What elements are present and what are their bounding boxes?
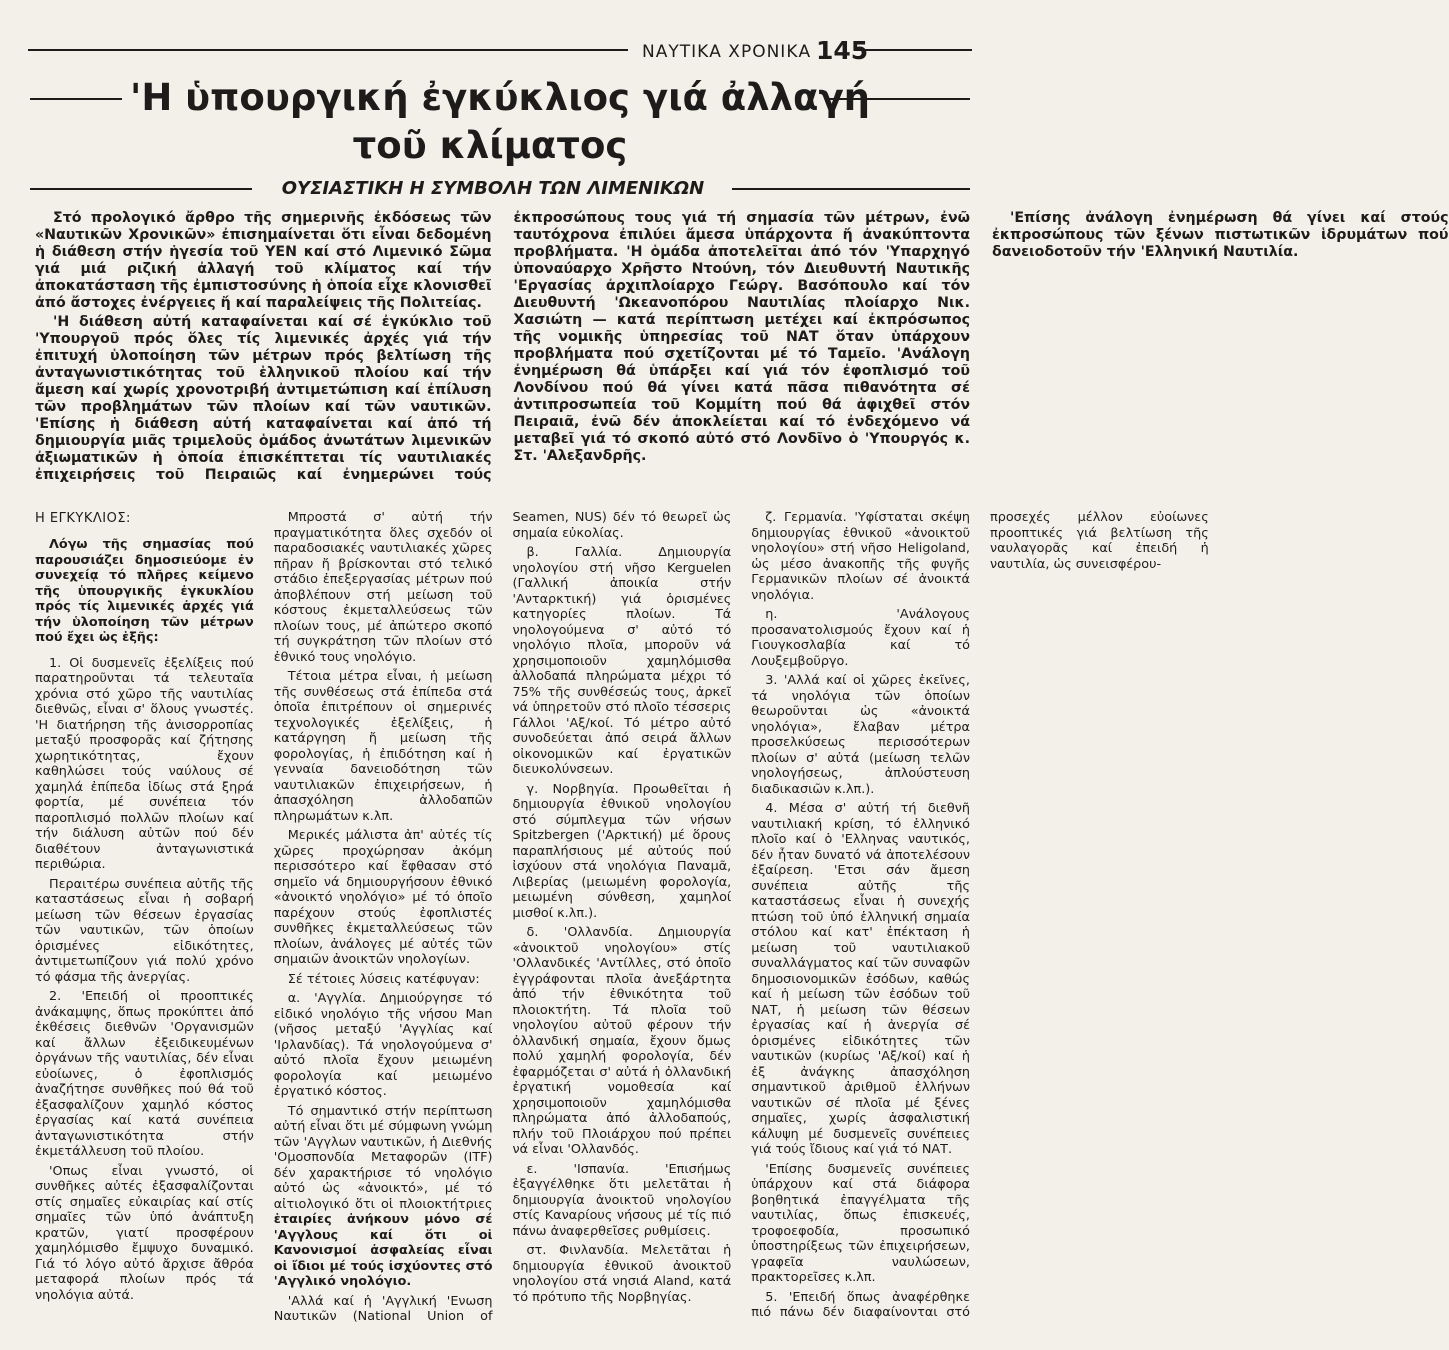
intro-paragraph: 'Επίσης ἀνάλογη ἐνημέρωση θά γίνει καί στούς ἐκπροσώπους τῶν ξένων πιστωτικῶν ἱδρυμάτων πού δανειοδοτοῦν τήν 'Ελληνική Ναυτιλία.	[992, 210, 1449, 260]
body-paragraph	[274, 669, 493, 824]
body-paragraph	[751, 1162, 970, 1286]
paragraph-text: δ. 'Ολλανδία. Δημιουργία «ἀνοικτοῦ νηολογίου» στίς 'Ολλανδικές 'Αντίλλες, στό ὁποῖο ἐγγράφονται πλοῖα ἀνεξάρτητα ἀπό τήν ἐθνικότητα τοῦ πλοιοκτήτη. Τά πλοῖα τοῦ νηολογίου αὐτοῦ φέρουν τήν ὀλλανδική σημαία, ἔχουν ὅμως πολύ χαμηλή φορολογία, δέν ἐφαρμόζεται σ' αὐτά ἡ ὀλλανδική ἐργατική νομοθεσία καί χρησιμοποιοῦν χαμηλόμισθα πληρώματα ἀπό ἀλλοδαπούς, πλήν τοῦ Πλοιάρχου πού πρέπει νά εἶναι 'Ολλανδός.	[512, 925, 732, 1157]
body-paragraph	[513, 925, 732, 1158]
subtitle-rule-left	[30, 188, 252, 190]
title-rule-left	[30, 98, 122, 100]
section-heading: Η ΕΓΚΥΚΛΙΟΣ:	[35, 511, 131, 526]
intro-paragraph: 'Η διάθεση αὐτή καταφαίνεται καί σέ ἐγκύκλιο τοῦ 'Υπουργοῦ πρός ὅλες τίς λιμενικές ἀρχές γιά τήν ἐπιτυχή ὑλοποίηση τῶν μέτρων πρός βελτίωση τῆς ἀνταγωνιστικότητας τοῦ ἑλληνικοῦ πλοίου καί τήν ἄμεση καί χωρίς χρονοτριβή ἀντιμετώπιση καί ἐπίλυση τῶν προβλημάτων τῶν πλοίων καί τῶν ναυτικῶν. 'Επίσης ἡ διάθεση αὐτή καταφαίνεται καί ἀπό τή δημιουργία μιᾶς τριμελοῦς ὁμάδος ἀνωτάτων λιμενικῶν ἀξιωματικῶν ἡ ὁποία ἐπισκέπτεται τίς ναυτιλιακές ἐπιχειρήσεις τοῦ Πειραιῶς καί ἐνημερώνει τούς ἐκπροσώπους τους γιά τή σημασία τῶν μέτρων, ἐνῶ ταυτόχρονα ἐπιλύει ἄμεσα ὑπάρχοντα ἤ ἀνακύπτοντα προβλήματα. 'Η ὁμάδα ἀποτελεῖται ἀπό τόν 'Υπαρχηγό ὑποναύαρχο Χρῆστο Ντούνη, τόν Διευθυντή Ναυτικῆς 'Εργασίας ἀρχιπλοίαρχο Γεώργ. Βασόπουλο καί τόν Διευθυντή 'Ωκεανοπόρου Ναυτιλίας πλοίαρχο Νικ. Χασιώτη — κατά περίπτωση μετέχει καί ἐκπρόσωπος τῆς νομικῆς ὑπηρεσίας τοῦ ΝΑΤ ὅταν ὑπάρχουν προβλήματα πού σχετίζονται μέ τό Ταμεῖο. 'Ανάλογη ἐνημέρωση θά ὑπάρξει καί γιά τόν ἐφοπλισμό τοῦ Λονδίνου πού θά γίνει κατά πᾶσα πιθανότητα σέ ἀντιπροσωπεία τοῦ Κομμίτη πού θά ἀφιχθεῖ στόν Πειραιᾶ, ἐνῶ δέν ἀποκλείεται καί τό ἐνδεχόμενο νά μεταβεῖ γιά τό σκοπό αὐτό στό Λονδῖνο ὁ 'Υπουργός κ. Στ. 'Αλεξανδρῆς.	[35, 210, 970, 483]
paragraph-text: 'Επίσης δυσμενεῖς συνέπειες ὑπάρχουν καί στά διάφορα βοηθητικά ἐπαγγέλματα τῆς ναυτιλίας, ὅπως ἐπισκευές, τροφοεφοδία, προσωπικό ὑποστηρίξεως τῶν ἐπιχειρήσεων, γραφεῖα ναυλώσεων, πρακτορεῖσες κ.λπ.	[751, 1161, 970, 1285]
paragraph-text: β. Γαλλία. Δημιουργία νηολογίου στή νῆσο Kerguelen (Γαλλική ἀποικία στήν 'Ανταρκτική) γιά ὁρισμένες κατηγορίες πλοίων. Τά νηολογούμενα σ' αὐτό τό νηολόγιο πλοῖα, μποροῦν νά χρησιμοποιοῦν χαμηλόμισθα ἀλλοδαπά πληρώματα μέχρι τό 75% τῆς συνθέσεώς τους, ἀρκεῖ νά ὑπηρετοῦν στό πλοῖο τέσσερις Γάλλοι 'Αξ/κοί. Τό μέτρο αὐτό συνοδεύεται ἀπό σειρά ἄλλων οἰκονομικῶν καί ἐργατικῶν διευκολύνσεων.	[512, 545, 732, 777]
paragraph-text: Σέ τέτοιες λύσεις κατέφυγαν:	[287, 971, 480, 987]
paragraph-text: 'Οπως εἶναι γνωστό, οἱ συνθῆκες αὐτές ἐξασφαλίζονται στίς σημαῖες εὐκαιρίας καί στίς σημαῖες τῶν ὑπό ἀνάπτυξη κρατῶν, γιατί προσφέρουν χαμηλόμισθο ἔμψυχο δυναμικό. Γιά τό λόγο αὐτό ἄρχισε ἄθρόα μεταφορά πλοίων πρός τά νηολόγια αὐτά.	[35, 1163, 254, 1303]
section-lead: Λόγω τῆς σημασίας πού παρουσιάζει δημοσιεύομε ἐν συνεχείᾳ τό πλῆρες κείμενο τῆς ὑπουργικῆς ἐγκυκλίου πρός τίς λιμενικές ἀρχές γιά τήν ὑλοποίηση τῶν μέτρων πού ἔχει ὡς ἑξῆς:	[35, 537, 254, 645]
body-paragraph	[274, 972, 493, 988]
body-paragraph	[274, 510, 493, 665]
magazine-name: ΝΑΥΤΙΚΑ ΧΡΟΝΙΚΑ	[642, 42, 812, 62]
paragraph-text: Μερικές μάλιστα ἀπ' αὐτές τίς χῶρες προχώρησαν ἀκόμη περισσότερο καί ἔφθασαν στό σημεῖο νά δημιουργήσουν ἐθνικό «ἀνοικτό νηολόγιο» μέ τό ὁποῖο παρέχουν στούς ἐφοπλιστές συνθῆκες ἐκμεταλλεύσεως τῶν πλοίων, ἀνάλογες μέ αὐτές τῶν σημαιῶν ἀνοικτῶν νηολογίων.	[273, 828, 493, 967]
masthead-rule-left	[28, 49, 628, 51]
subtitle-rule-right	[732, 188, 970, 190]
paragraph-text: η. 'Ανάλογους προσανατολισμούς ἔχουν καί ἡ Γιουγκοσλαβία καί τό Λουξεμβοῦργο.	[751, 607, 970, 669]
paragraph-text: ζ. Γερμανία. 'Υφίσταται σκέψη δημιουργίας ἐθνικοῦ «ἀνοικτοῦ νηολογίου» στή νῆσο Heligoland, ὡς μέσο ἀνακοπῆς τῆς φυγῆς Γερμανικῶν πλοίων σέ ἀνοικτά νηολόγια.	[751, 510, 970, 603]
paragraph-text: 4. Μέσα σ' αὐτή τή διεθνῆ ναυτιλιακή κρίση, τό ἑλληνικό πλοῖο καί ὁ 'Ελληνας ναυτικός, δέν ἦταν δυνατό νά ἀποτελέσουν ἐξαίρεση. 'Ετσι σάν ἄμεση συνέπεια αὐτῆς τῆς καταστάσεως εἶναι ἡ συνεχής πτώση τοῦ ὑπό ἑλληνική σημαία στόλου καί κατ' ἐπέκταση ἡ μείωση τοῦ ναυτιλιακοῦ συναλλάγματος καί τῶν συναφῶν δημοσιονομικῶν ἐσόδων, καθώς καί ἡ μείωση τῶν ἐσόδων τοῦ ΝΑΤ, ἡ μείωση τῶν θέσεων ἐργασίας καί ἡ ἀνεργία σέ ὁρισμένες εἰδικότητες τῶν ναυτικῶν (κυρίως 'Αξ/κοί) καί ἡ ἐξ ἀνάγκης ἀπασχόληση σημαντικοῦ ἀριθμοῦ ἑλλήνων ναυτικῶν σέ πλοῖα μέ ξένες σημαῖες, χωρίς ἀσφαλιστική κάλυψη μέ δυσμενεῖς συνέπειες γιά τούς ἴδιους καί γιά τό ΝΑΤ.	[751, 801, 970, 1157]
body-paragraph	[513, 782, 732, 922]
paragraph-text: 5. 'Επειδή ὅπως ἀναφέρθηκε πιό πάνω δέν διαφαίνονται στό προσεχές μέλλον εὐοίωνες προοπτικές γιά βελτίωση τῆς ναυλαγορᾶς καί ἐπειδή ἡ ναυτιλία, ὡς συνεισφέρου-	[751, 510, 1209, 1320]
title-rule-right	[825, 98, 970, 100]
paragraph-emphasis: ἑταιρίες ἀνήκουν μόνο σέ 'Αγγλους καί ὅτι οἱ Κανονισμοί ἀσφαλείας εἶναι οἱ ἴδιοι μέ τούς ἰσχύοντες στό 'Αγγλικό νηολόγιο.	[273, 1212, 493, 1289]
article-subtitle	[30, 178, 970, 200]
body-paragraph	[751, 510, 970, 603]
body-paragraph	[274, 828, 493, 968]
paragraph-text: γ. Νορβηγία. Προωθεῖται ἡ δημιουργία ἐθνικοῦ νηολογίου στό σύμπλεγμα τῶν νήσων Spitzbergen ('Αρκτική) μέ ὅρους παραπλήσιους μέ αὐτούς πού ἰσχύουν στά νηολόγια Παναμᾶ, Λιβερίας (μειωμένη φορολογία, μειωμένη σύνθεση, χαμηλοί μισθοί κ.λπ.).	[512, 781, 732, 921]
paragraph-text: 2. 'Επειδή οἱ προοπτικές ἀνάκαμψης, ὅπως προκύπτει ἀπό ἐκθέσεις διεθνῶν 'Οργανισμῶν καί ἄλλων ἐξειδικευμένων ὀργάνων τῆς ναυτιλίας, δέν εἶναι εὐοίωνες, ὁ ἐφοπλισμός ἀναζήτησε συνθῆκες πού θά τοῦ ἐξασφαλίζουν χαμηλό κόστος ἐργασίας καί κατά συνέπεια ἀνταγωνιστικότητα στήν ἐκμετάλλευση τοῦ πλοίου.	[35, 989, 254, 1159]
body-paragraph	[513, 545, 732, 778]
body-paragraph	[35, 656, 254, 873]
circular-body	[35, 510, 1209, 1330]
body-paragraph	[35, 1164, 254, 1304]
paragraph-text: α. 'Αγγλία. Δημιούργησε τό εἰδικό νηολόγιο τῆς νήσου Man (νῆσος μεταξύ 'Αγγλίας καί 'Ιρλανδίας). Τά νηολογούμενα σ' αὐτό πλοῖα ἔχουν μειωμένη φορολογία καί μειωμένο ἐργατικό κόστος.	[273, 991, 493, 1099]
body-paragraph	[513, 1243, 732, 1305]
body-paragraph	[751, 801, 970, 1158]
title-line-1: 'Η ὑπουργική ἐγκύκλιος γιά ἀλλαγή	[130, 76, 870, 119]
body-paragraph	[751, 607, 970, 669]
paragraph-text: Τέτοια μέτρα εἶναι, ἡ μείωση τῆς συνθέσεως στά ἐπίπεδα στά ὁποῖα ἐπιτρέπουν οἱ σημερινές τεχνολογικές ἐξελίξεις, ἡ κατάργηση ἤ μείωση τῆς φορολογίας, ἡ ἐπιδότηση καί ἡ γενναία δανειοδότηση τῶν ναυτιλιακῶν ἐπιχειρήσεων, ἡ ἀπασχόληση ἀλλοδαπῶν πληρωμάτων κ.λπ.	[273, 669, 493, 824]
body-paragraph	[35, 877, 254, 986]
intro-text	[35, 210, 1449, 495]
paragraph-text: Τό σημαντικό στήν περίπτωση αὐτή εἶναι ὅτι μέ σύμφωνη γνώμη τῶν 'Αγγλων ναυτικῶν, ἡ Διεθνής 'Ομοσπονδία Μεταφορῶν (ITF) δέν χαρακτήρισε τό νηολόγιο αὐτό ὡς «ἀνοικτό», μέ τό αἰτιολογικό ὅτι οἱ πλοιοκτήτριες	[273, 1103, 493, 1212]
body-paragraph	[35, 989, 254, 1160]
body-paragraph	[274, 1104, 493, 1290]
title-line-2: τοῦ κλίματος	[352, 124, 628, 167]
body-paragraph	[274, 991, 493, 1100]
body-paragraph	[513, 1162, 732, 1240]
paragraph-text: 3. 'Αλλά καί οἱ χῶρες ἐκεῖνες, τά νηολόγια τῶν ὁποίων θεωροῦνται ὡς «ἀνοικτά νηολόγια», ἔλαβαν μέτρα προσελκύσεως περισσότερων πλοίων σ' αὐτά (μείωση τελῶν νηολογήσεως, ἀπλούστευση διαδικασιῶν κ.λπ.).	[751, 673, 970, 797]
paragraph-text: ε. 'Ισπανία. 'Επισήμως ἐξαγγέλθηκε ὅτι μελετᾶται ἡ δημιουργία ἀνοικτοῦ νηολογίου στίς Καναρίους νήσους μέ τίς πιό πάνω ἀναφερθεῖσες ρυθμίσεις.	[512, 1161, 732, 1239]
paragraph-text: Μπροστά σ' αὐτή τήν πραγματικότητα ὅλες σχεδόν οἱ παραδοσιακές ναυτιλιακές χῶρες πῆραν ἤ βρίσκονται στό τελικό στάδιο ἐπεξεργασίας μέτρων πού ἀποβλέπουν στή μείωση τοῦ κόστους ἐκμεταλλεύσεως τῶν πλοίων τους, μέ ἀπώτερο σκοπό τή συγκράτηση τῶν πλοίων στό ἐθνικό τους νηολόγιο.	[273, 510, 493, 665]
paragraph-text: Περαιτέρω συνέπεια αὐτῆς τῆς καταστάσεως εἶναι ἡ σοβαρή μείωση τῶν θέσεων ἐργασίας τῶν ναυτικῶν, τῶν ὁποίων ὁρισμένες εἰδικότητες, ἀντιμετωπίζουν γιά πολύ χρόνο τό φάσμα τῆς ἀνεργίας.	[35, 876, 254, 985]
masthead-rule-right	[854, 49, 972, 51]
paragraph-text: στ. Φινλανδία. Μελετᾶται ἡ δημιουργία ἐθνικοῦ ἀνοικτοῦ νηολογίου στά νησιά Aland, κατά τό πρότυπο τῆς Νορβηγίας.	[512, 1243, 732, 1305]
article-title	[30, 76, 970, 176]
body-paragraph	[751, 673, 970, 797]
paragraph-text: 1. Οἱ δυσμενεῖς ἐξελίξεις πού παρατηροῦνται τά τελευταῖα χρόνια στό χῶρο τῆς ναυτιλίας διεθνῶς, εἶναι σ' ὅλους γνωστές. 'Η διατήρηση τῆς ἀνισορροπίας μεταξύ προσφορᾶς καί ζήτησης χωρητικότητας, ἔχουν καθηλώσει τούς ναύλους σέ χαμηλά ἐπίπεδα ἰδίως στά ξηρά φορτία, μέ συνέπεια τόν παροπλισμό πολλῶν πλοίων καί τήν διάλυση αὐτῶν πού δέν διαθέτουν ἀνταγωνιστικά περιθώρια.	[35, 655, 254, 872]
page-number: 145	[816, 36, 869, 65]
subtitle-text: ΟΥΣΙΑΣΤΙΚΗ Η ΣΥΜΒΟΛΗ ΤΩΝ ΛΙΜΕΝΙΚΩΝ	[281, 178, 705, 199]
paragraph-text: 'Αλλά καί ἡ 'Αγγλική 'Ενωση Ναυτικῶν (National Union of Seamen, NUS) δέν τό θεωρεῖ ὡς σημαία εὐκολίας.	[273, 510, 732, 1324]
intro-paragraph: Στό προλογικό ἄρθρο τῆς σημερινῆς ἐκδόσεως τῶν «Ναυτικῶν Χρονικῶν» ἐπισημαίνεται ὅτι εἶναι δεδομένη ἡ διάθεση στήν ἡγεσία τοῦ ΥΕΝ καί στό Λιμενικό Σῶμα γιά μιά ριζική ἀλλαγή τοῦ κλίματος καί τήν ἀποκατάσταση τῆς ἐμπιστοσύνης ἡ ὁποία εἶχε κλονισθεῖ ἀπό ἄστοχες ἐνέργειες ἤ καί παραλείψεις τῆς Πολιτείας.	[35, 210, 492, 311]
masthead	[28, 36, 972, 66]
